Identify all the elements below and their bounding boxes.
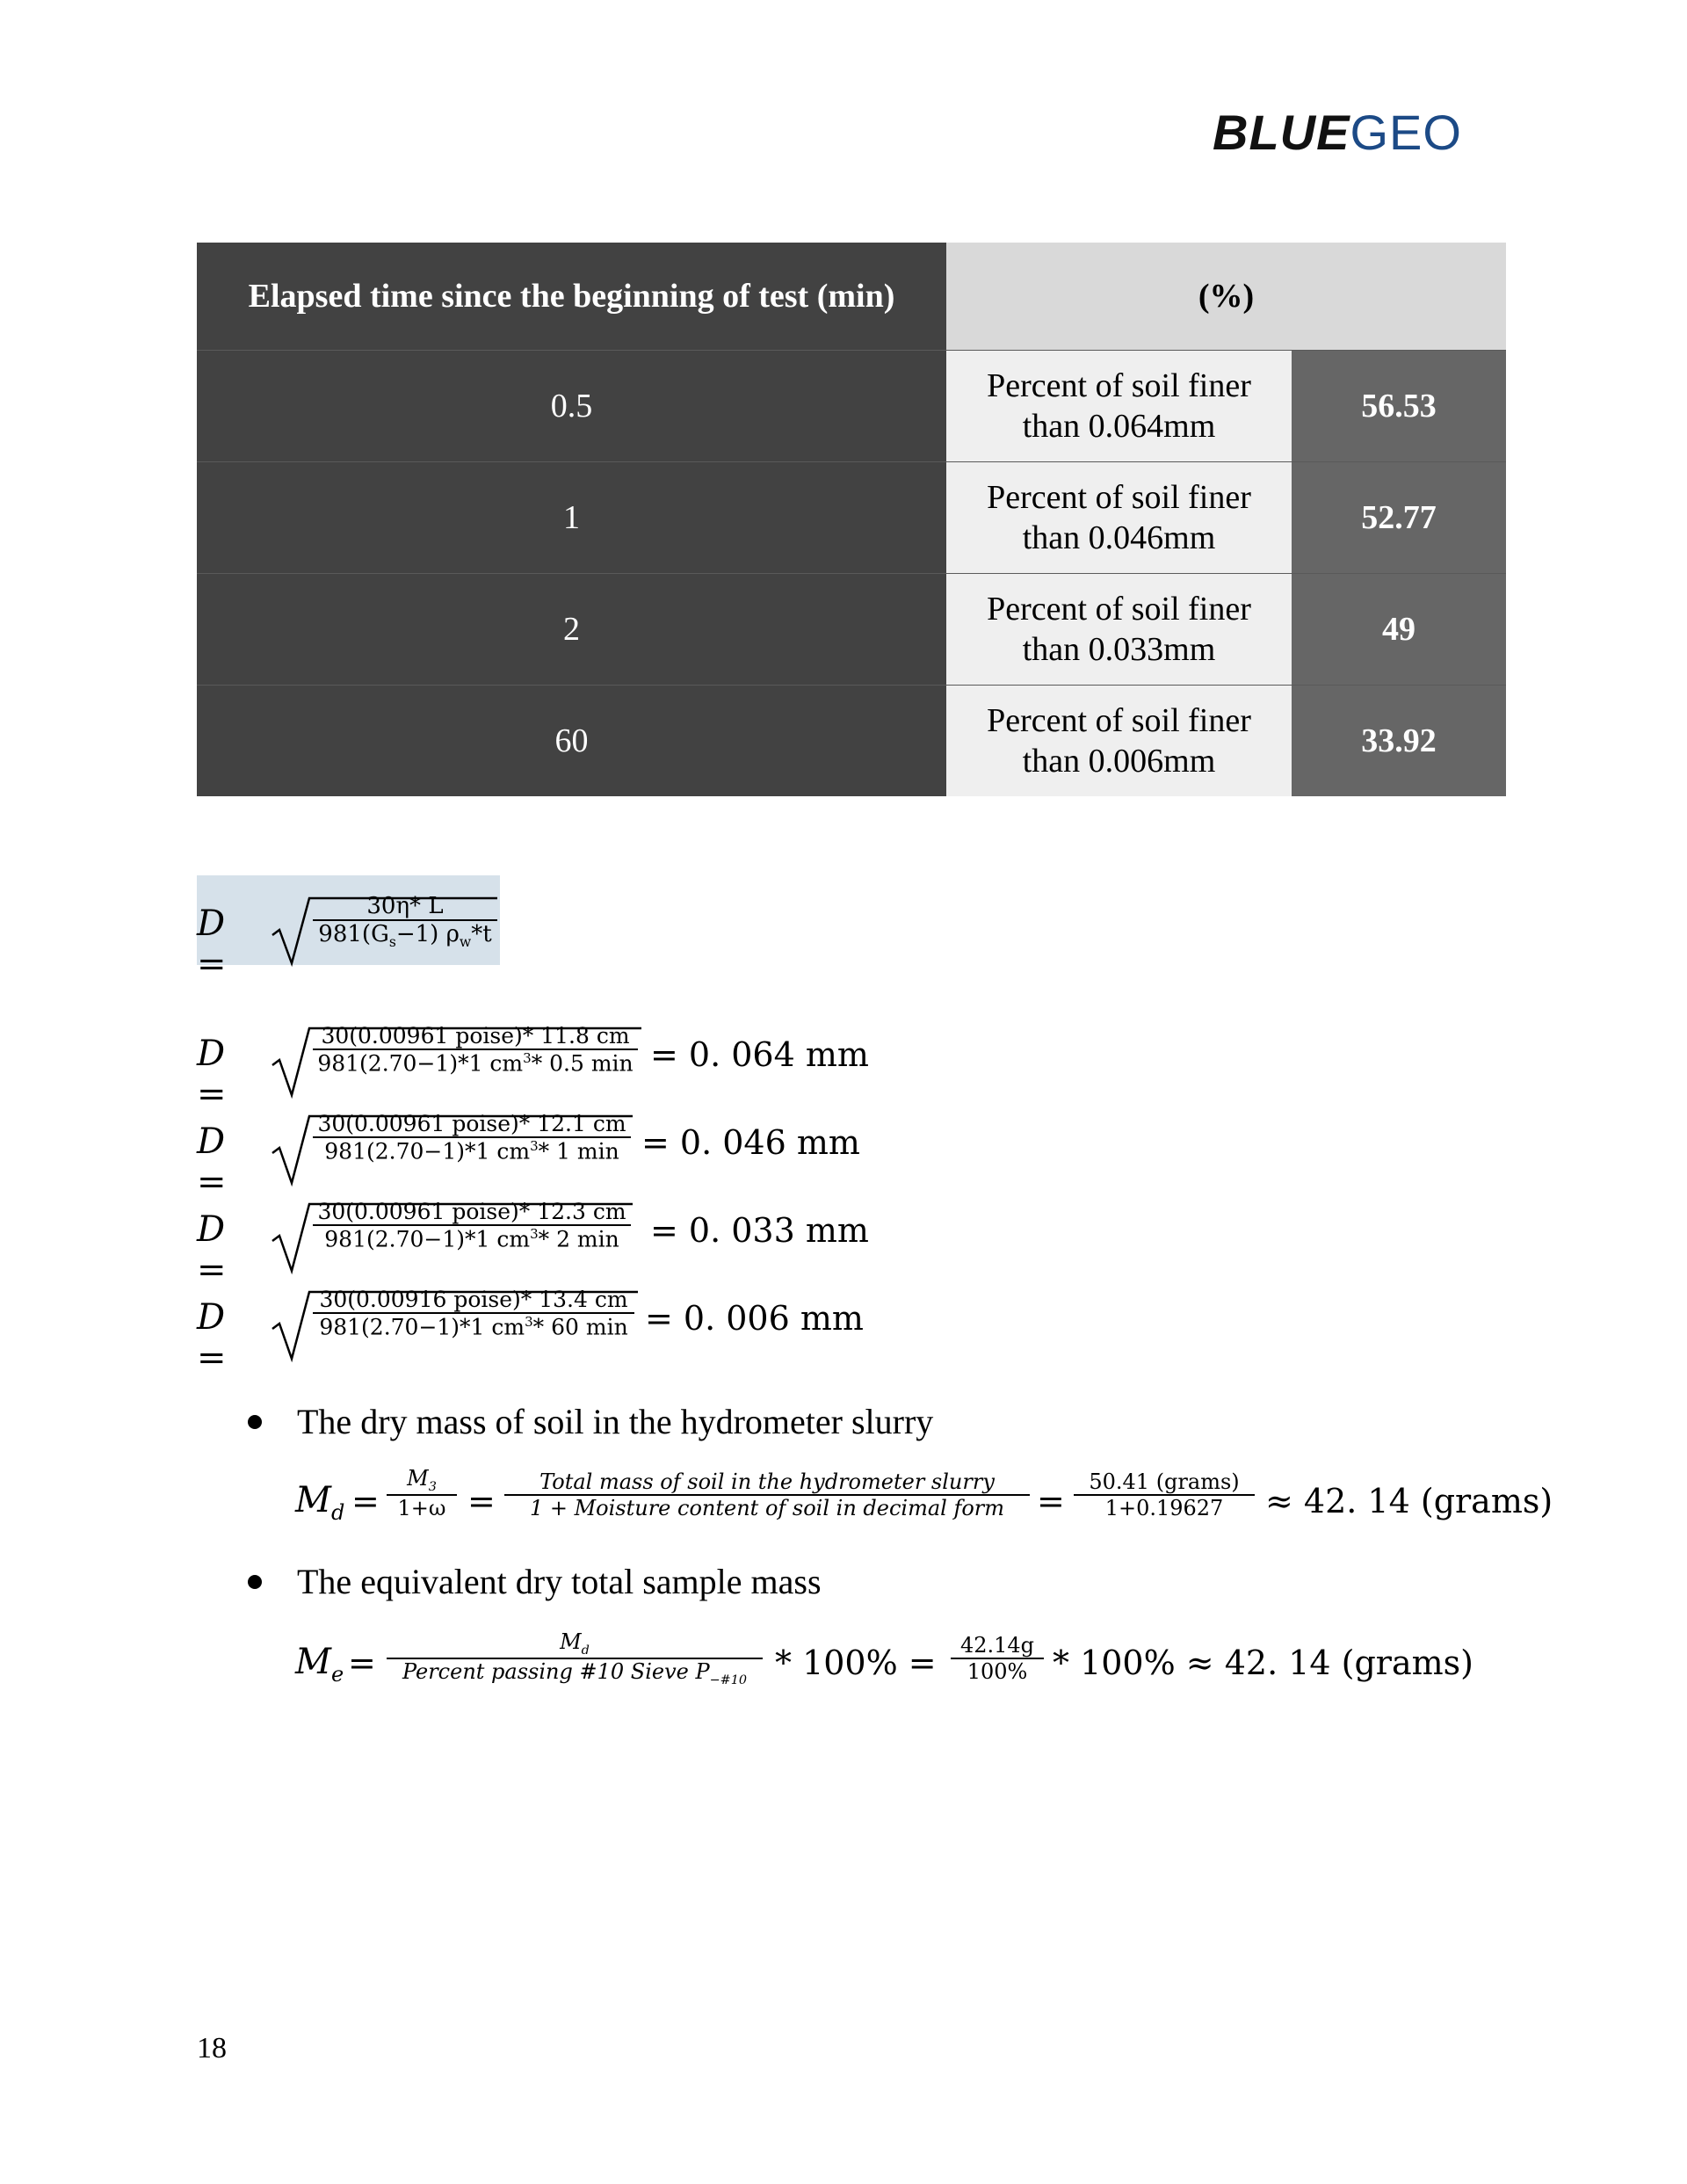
- den-part: * 1 min: [538, 1138, 619, 1165]
- num-part: M: [407, 1466, 429, 1491]
- hydrometer-results-table: [197, 243, 1506, 796]
- num-sub: 3: [428, 1479, 437, 1494]
- bullet-text: The dry mass of soil in the hydrometer slurry: [297, 1402, 934, 1441]
- me-f1-denominator: [387, 1659, 763, 1687]
- den-part: 981(G: [318, 921, 389, 947]
- formula-lhs: D =: [197, 903, 227, 984]
- bullet-equivalent-mass: [248, 1561, 822, 1602]
- description-cell: [946, 462, 1292, 574]
- den-sup: 3: [525, 1314, 533, 1330]
- calc-lhs: D =: [197, 1034, 227, 1114]
- calc-denominator: [313, 1050, 638, 1076]
- description-line: than 0.033mm: [1022, 631, 1216, 668]
- calc-lhs: D =: [197, 1297, 227, 1378]
- md-f1-denominator: 1+ω: [397, 1495, 446, 1520]
- md-f2-denominator: 1 + Moisture content of soil in decimal form: [529, 1496, 1005, 1520]
- description-line: than 0.046mm: [1022, 519, 1216, 556]
- md-sub: d: [330, 1500, 345, 1525]
- page-number: 18: [197, 2032, 227, 2064]
- description-line: Percent of soil finer: [987, 367, 1251, 404]
- md-symbol: M: [295, 1480, 331, 1520]
- description-cell: [946, 686, 1292, 797]
- bullet-dot-icon: [248, 1575, 262, 1589]
- md-f3-numerator: 50.41 (grams): [1074, 1469, 1255, 1496]
- md-equals: =: [1037, 1482, 1065, 1520]
- me-equals: =: [348, 1643, 376, 1682]
- table-row: [197, 574, 1506, 686]
- calc-numerator: 30(0.00961 poise)* 12.1 cm: [313, 1111, 631, 1138]
- table-row: [197, 351, 1506, 462]
- calc-denominator: [313, 1138, 631, 1164]
- calc-numerator: 30(0.00961 poise)* 11.8 cm: [313, 1023, 638, 1050]
- time-cell: 60: [197, 686, 946, 797]
- md-f3-denominator: 1+0.19627: [1104, 1496, 1224, 1520]
- calc-result: = 0. 006 mm: [645, 1299, 864, 1338]
- me-f2-denominator: 100%: [967, 1659, 1028, 1684]
- den-sup: 3: [530, 1226, 539, 1242]
- time-cell: 2: [197, 574, 946, 686]
- md-lhs: [295, 1480, 344, 1525]
- md-fraction-3: [1074, 1469, 1255, 1520]
- calc-numerator: 30(0.00916 poise)* 13.4 cm: [313, 1287, 634, 1314]
- description-line: Percent of soil finer: [987, 591, 1251, 628]
- den-sup: 3: [523, 1050, 532, 1066]
- num-part: M: [560, 1629, 582, 1654]
- time-cell: 1: [197, 462, 946, 574]
- description-line: Percent of soil finer: [987, 479, 1251, 516]
- md-f2-numerator: Total mass of soil in the hydrometer slurry: [504, 1469, 1030, 1496]
- me-fraction-1: [387, 1629, 763, 1687]
- percent-value-cell: 33.92: [1292, 686, 1506, 797]
- calc-denominator: [313, 1314, 634, 1339]
- den-part: 981(2.70−1)*1 cm: [317, 1050, 524, 1077]
- time-cell: 0.5: [197, 351, 946, 462]
- num-sub: d: [581, 1643, 590, 1658]
- den-part: 981(2.70−1)*1 cm: [319, 1314, 525, 1340]
- den-sub-s: s: [388, 934, 396, 951]
- den-part: * 2 min: [538, 1226, 619, 1252]
- table-row: [197, 462, 1506, 574]
- calc-denominator: [313, 1226, 631, 1252]
- den-part: * 60 min: [532, 1314, 628, 1340]
- calc-fraction: [313, 1199, 631, 1252]
- description-line: than 0.064mm: [1022, 408, 1216, 445]
- den-sub-w: w: [459, 934, 472, 951]
- den-part: *t: [471, 921, 492, 947]
- calc-numerator: 30(0.00961 poise)* 12.3 cm: [313, 1199, 631, 1226]
- bullet-dot-icon: [248, 1415, 262, 1429]
- bullet-dry-mass: [248, 1401, 933, 1442]
- logo-part-blue: BLUE: [1213, 105, 1350, 160]
- md-fraction-2: [504, 1469, 1030, 1520]
- formula-fraction: [313, 893, 497, 950]
- header-percent: (%): [946, 243, 1506, 351]
- md-equals: =: [467, 1482, 496, 1520]
- description-line: than 0.006mm: [1022, 743, 1216, 780]
- den-part: −1) ρ: [395, 921, 460, 947]
- calc-lhs: D =: [197, 1121, 227, 1202]
- me-fraction-2: [951, 1633, 1044, 1684]
- description-cell: [946, 351, 1292, 462]
- percent-value-cell: 56.53: [1292, 351, 1506, 462]
- calc-lhs: D =: [197, 1209, 227, 1290]
- logo-part-geo: GEO: [1350, 105, 1462, 160]
- den-part: 981(2.70−1)*1 cm: [324, 1138, 531, 1165]
- bullet-text: The equivalent dry total sample mass: [297, 1562, 822, 1601]
- description-cell: [946, 574, 1292, 686]
- description-line: Percent of soil finer: [987, 702, 1251, 739]
- md-result: ≈ 42. 14 (grams): [1265, 1482, 1553, 1520]
- den-sub: −#10: [709, 1672, 748, 1687]
- table-header-row: [197, 243, 1506, 351]
- md-equals: =: [351, 1482, 380, 1520]
- den-part: * 0.5 min: [531, 1050, 634, 1077]
- me-sub: e: [330, 1662, 344, 1687]
- calc-fraction: [313, 1287, 634, 1339]
- me-multiply: * 100% =: [775, 1643, 937, 1682]
- me-lhs: [295, 1642, 344, 1687]
- calc-result: = 0. 064 mm: [650, 1035, 869, 1074]
- header-elapsed-time: Elapsed time since the beginning of test (min): [197, 243, 946, 351]
- me-symbol: M: [295, 1642, 331, 1682]
- den-sup: 3: [530, 1138, 539, 1154]
- calc-fraction: [313, 1023, 638, 1076]
- den-part: 981(2.70−1)*1 cm: [324, 1226, 531, 1252]
- percent-value-cell: 52.77: [1292, 462, 1506, 574]
- me-f2-numerator: 42.14g: [951, 1633, 1044, 1659]
- calc-result: = 0. 046 mm: [641, 1123, 860, 1162]
- md-f1-numerator: [387, 1466, 457, 1496]
- formula-numerator: 30η* L: [313, 893, 497, 921]
- den-part: Percent passing #10 Sieve P: [402, 1658, 710, 1684]
- table-row: [197, 686, 1506, 797]
- calc-result: = 0. 033 mm: [650, 1211, 869, 1250]
- formula-denominator: [313, 921, 497, 950]
- calc-fraction: [313, 1111, 631, 1164]
- me-result: * 100% ≈ 42. 14 (grams): [1053, 1643, 1473, 1682]
- me-f1-numerator: [387, 1629, 763, 1659]
- percent-value-cell: 49: [1292, 574, 1506, 686]
- md-fraction-1: [387, 1466, 457, 1520]
- bluegeo-logo: [1213, 104, 1462, 161]
